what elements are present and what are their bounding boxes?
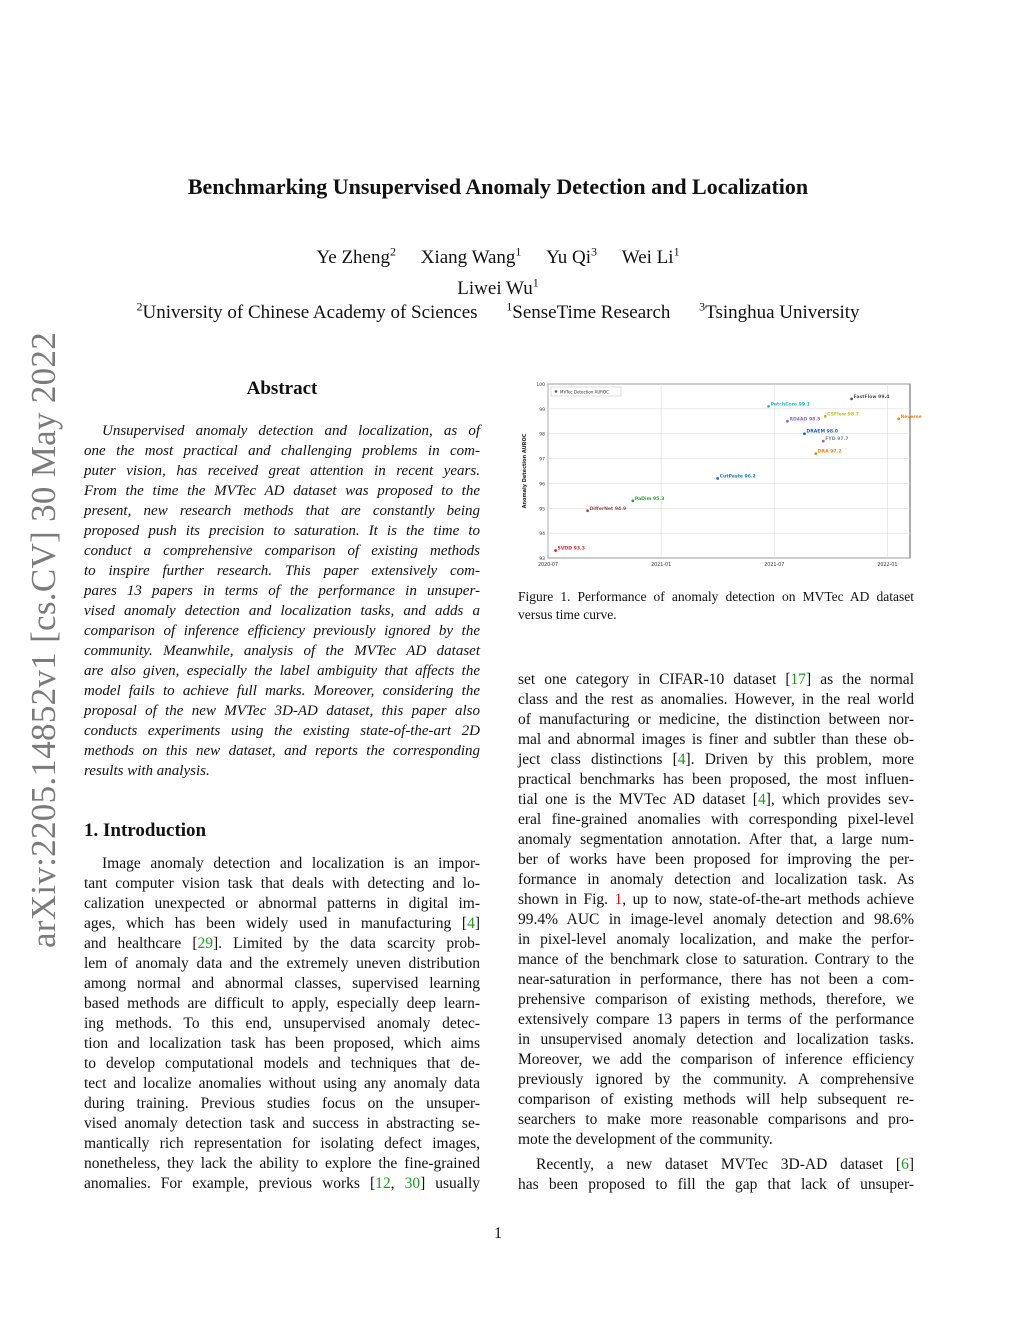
citation-link[interactable]: 30 [404, 1175, 421, 1192]
text-line: set one category in CIFAR-10 dataset [17] as the normal [518, 671, 914, 688]
text-line: tect and localize anomalies without using any anomaly data [84, 1075, 480, 1092]
text-line: nonetheless, they lack the ability to explore the fine-grained [84, 1155, 480, 1172]
text-line: during training. Previous studies focus on the unsuper- [84, 1095, 480, 1112]
text-line: in unsupervised anomaly detection and localization tasks. [518, 1031, 914, 1048]
text-line: tial one is the MVTec AD dataset [4], which provides sev- [518, 791, 914, 808]
data-label: SVDD 93.3 [557, 546, 585, 552]
abstract-line: comparison of inference efficiency previously ignored by the [84, 623, 480, 639]
y-tick-label: 93 [539, 557, 545, 562]
text-line: eral fine-grained anomalies with corresponding pixel-level [518, 811, 914, 828]
data-point [814, 452, 817, 455]
citation-link[interactable]: 6 [901, 1156, 909, 1173]
data-label: DRAEM 98.0 [806, 429, 838, 435]
data-point [716, 477, 719, 480]
data-point [786, 420, 789, 423]
text-line: extensively compare 13 papers in terms of the performance [518, 1011, 914, 1028]
plot-area [548, 384, 910, 558]
data-label: PatchCore 99.1 [770, 402, 810, 408]
data-point [586, 509, 589, 512]
affiliation: $^1$SenseTime Research [506, 300, 671, 324]
citation-link[interactable]: 4 [467, 915, 475, 932]
data-label: RD4AD 98.5 [789, 417, 821, 423]
data-label: FYD 97.7 [825, 437, 849, 443]
text-line: mote the development of the community. [518, 1131, 773, 1148]
citation-link[interactable]: 4 [757, 791, 766, 808]
x-tick-label: 2021-07 [764, 563, 785, 568]
citation-link[interactable]: 29 [197, 935, 213, 952]
abstract-line: proposed push its precision to saturation. It is the time to [84, 523, 480, 539]
text-line: vised anomaly detection task and success in abstracting se- [84, 1115, 480, 1132]
affiliation-list [0, 300, 996, 324]
citation-link[interactable]: 4 [677, 751, 686, 768]
intro-left-column [84, 854, 480, 1194]
legend-label: MVTec Detection AUROC [560, 389, 609, 395]
author: Xiang Wang$^1$ [420, 245, 522, 269]
text-line: practical benchmarks has been proposed, the most influen- [518, 771, 914, 788]
y-tick-label: 95 [539, 507, 545, 513]
data-point [824, 415, 827, 418]
x-tick-label: 2022-01 [877, 563, 898, 568]
text-line: near-saturation in performance, there has not been a com- [518, 971, 914, 988]
abstract-line: community. Meanwhile, analysis of the MVTec AD dataset [84, 643, 480, 659]
text-line: to develop computational models and techniques that de- [84, 1055, 480, 1072]
abstract-line: model fails to achieve full marks. Moreover, considering the [84, 683, 480, 699]
text-line: 99.4% AUC in image-level anomaly detection and 98.6% [518, 911, 914, 928]
text-line: lem of anomaly data and the extremely uneven distribution [84, 955, 480, 972]
text-line: Recently, a new dataset MVTec 3D-AD dataset [6] [536, 1156, 914, 1173]
data-label: PaDim 95.3 [634, 496, 665, 502]
text-line: calization unexpected or abnormal patterns in digital im- [84, 895, 480, 912]
abstract-heading: Abstract [246, 378, 318, 399]
abstract-line: are also given, especially the label ambiguity that affects the [84, 663, 480, 679]
text-line: of manufacturing or medicine, the distinction between nor- [518, 711, 914, 728]
page-number: 1 [494, 1225, 502, 1242]
text-line: formance in anomaly detection and localization task. As [518, 871, 914, 888]
text-line: ject class distinctions [4]. Driven by this problem, more [518, 751, 914, 768]
text-line: based methods are difficult to apply, especially deep learn- [84, 995, 480, 1012]
arxiv-watermark [14, 331, 74, 949]
data-label: DifferNet 94.9 [589, 506, 627, 512]
text-line: mance of the benchmark close to saturation. Contrary to the [518, 951, 914, 968]
abstract-line: methods on this new dataset, and reports the corresponding [84, 743, 480, 759]
abstract-line: Unsupervised anomaly detection and localization, as of [102, 423, 480, 439]
data-label: Reverse [900, 414, 922, 420]
data-label: FastFlow 99.4 [853, 394, 890, 400]
figure-link[interactable]: 1 [614, 891, 623, 908]
abstract-line: to inspire further research. This paper extensively com- [84, 563, 480, 579]
data-point [850, 398, 853, 401]
abstract-line: present, new research methods that are constantly being [84, 503, 480, 519]
text-line: tion and localization task has been proposed, which aims [84, 1035, 480, 1052]
abstract-line: one the most practical and challenging problems in com- [84, 443, 480, 459]
abstract-line: From the time the MVTec AD dataset was proposed to the [84, 483, 480, 499]
text-line: anomalies. For example, previous works [12, 30] usually [84, 1175, 481, 1192]
paper-title: Benchmarking Unsupervised Anomaly Detection and Localization [187, 174, 809, 199]
figure-1-chart [518, 380, 922, 572]
text-line: ages, which has been widely used in manufacturing [4] [84, 915, 480, 932]
text-line: previously ignored by the community. A comprehensive [518, 1071, 914, 1088]
abstract-line: conducts experiments using the existing state-of-the-art 2D [84, 723, 480, 739]
text-line: Image anomaly detection and localization is an impor- [102, 855, 480, 872]
abstract-line: proposal of the new MVTec 3D-AD dataset, this paper also [84, 703, 480, 719]
text-line: comparison of existing methods will help subsequent re- [518, 1091, 914, 1108]
author: Yu Qi$^3$ [546, 245, 598, 269]
y-tick-label: 94 [539, 532, 545, 538]
data-label: DRA 97.2 [817, 449, 842, 455]
intro-right-column [518, 670, 914, 1195]
author-list [0, 240, 996, 301]
abstract-line: pares 13 papers in terms of the performance in unsuper- [84, 583, 480, 599]
arxiv-id: arXiv:2205.14852v1 [cs.CV] 30 May 2022 [24, 331, 63, 949]
abstract-line: conduct a comprehensive comparison of existing methods [84, 543, 480, 559]
text-line: in pixel-level anomaly localization, and make the perfor- [518, 931, 914, 948]
text-line: Moreover, we add the comparison of inference efficiency [518, 1051, 914, 1068]
x-tick-label: 2021-01 [651, 563, 672, 568]
data-label: CutPaste 96.2 [719, 474, 756, 480]
data-point [803, 432, 806, 435]
affiliation: $^2$University of Chinese Academy of Sciences [136, 300, 478, 324]
legend-marker [555, 390, 558, 393]
figure-1-caption: Figure 1. Performance of anomaly detection on MVTec AD dataset versus time curve. [518, 589, 914, 622]
text-line: mantically rich representation for isolating defect images, [84, 1135, 480, 1152]
section-heading-introduction: 1. Introduction [84, 820, 207, 841]
text-line: shown in Fig. 1, up to now, state-of-the-art methods achieve [518, 891, 914, 908]
text-line: anomaly segmentation annotation. After that, a large num- [518, 831, 914, 848]
y-tick-label: 100 [536, 383, 545, 388]
abstract-body [84, 421, 480, 781]
y-tick-label: 96 [539, 482, 545, 488]
text-line: and healthcare [29]. Limited by the data scarcity prob- [84, 935, 480, 952]
text-line: ber of works have been proposed for improving the per- [518, 851, 914, 868]
data-point [767, 405, 770, 408]
y-tick-label: 97 [539, 457, 545, 463]
data-point [897, 417, 900, 420]
text-line: tant computer vision task that deals with detecting and lo- [84, 875, 480, 892]
abstract-line: results with analysis. [84, 763, 210, 779]
y-axis-label: Anomaly Detection AUROC [522, 433, 528, 509]
text-line: ing methods. To this end, unsupervised anomaly detec- [84, 1015, 480, 1032]
abstract-line: puter vision, has received great attention in recent years. [84, 463, 480, 479]
data-point [822, 440, 825, 443]
text-line: has been proposed to fill the gap that lack of unsuper- [518, 1176, 914, 1193]
affiliation: $^3$Tsinghua University [699, 300, 860, 324]
x-tick-label: 2020-07 [537, 563, 559, 568]
text-line: among normal and abnormal classes, supervised learning [84, 975, 480, 992]
text-line: prehensive comparison of existing methods, therefore, we [518, 991, 914, 1008]
author: Ye Zheng$^2$ [316, 245, 396, 269]
data-label: CSFlow 98.7 [827, 412, 859, 418]
data-point [554, 549, 557, 552]
text-line: searchers to make more reasonable comparisons and pro- [518, 1111, 914, 1128]
abstract-line: vised anomaly detection and localization tasks, and adds a [84, 603, 480, 619]
y-tick-label: 98 [539, 432, 545, 438]
citation-link[interactable]: 12 [375, 1175, 391, 1192]
citation-link[interactable]: 17 [790, 671, 807, 688]
text-line: class and the rest as anomalies. However, in the real world [518, 691, 914, 708]
text-line: mal and abnormal images is finer and subtler than these ob- [518, 731, 914, 748]
data-point [631, 499, 634, 502]
y-tick-label: 99 [539, 407, 545, 413]
author: Wei Li$^1$ [621, 245, 680, 269]
author: Liwei Wu$^1$ [457, 275, 539, 299]
